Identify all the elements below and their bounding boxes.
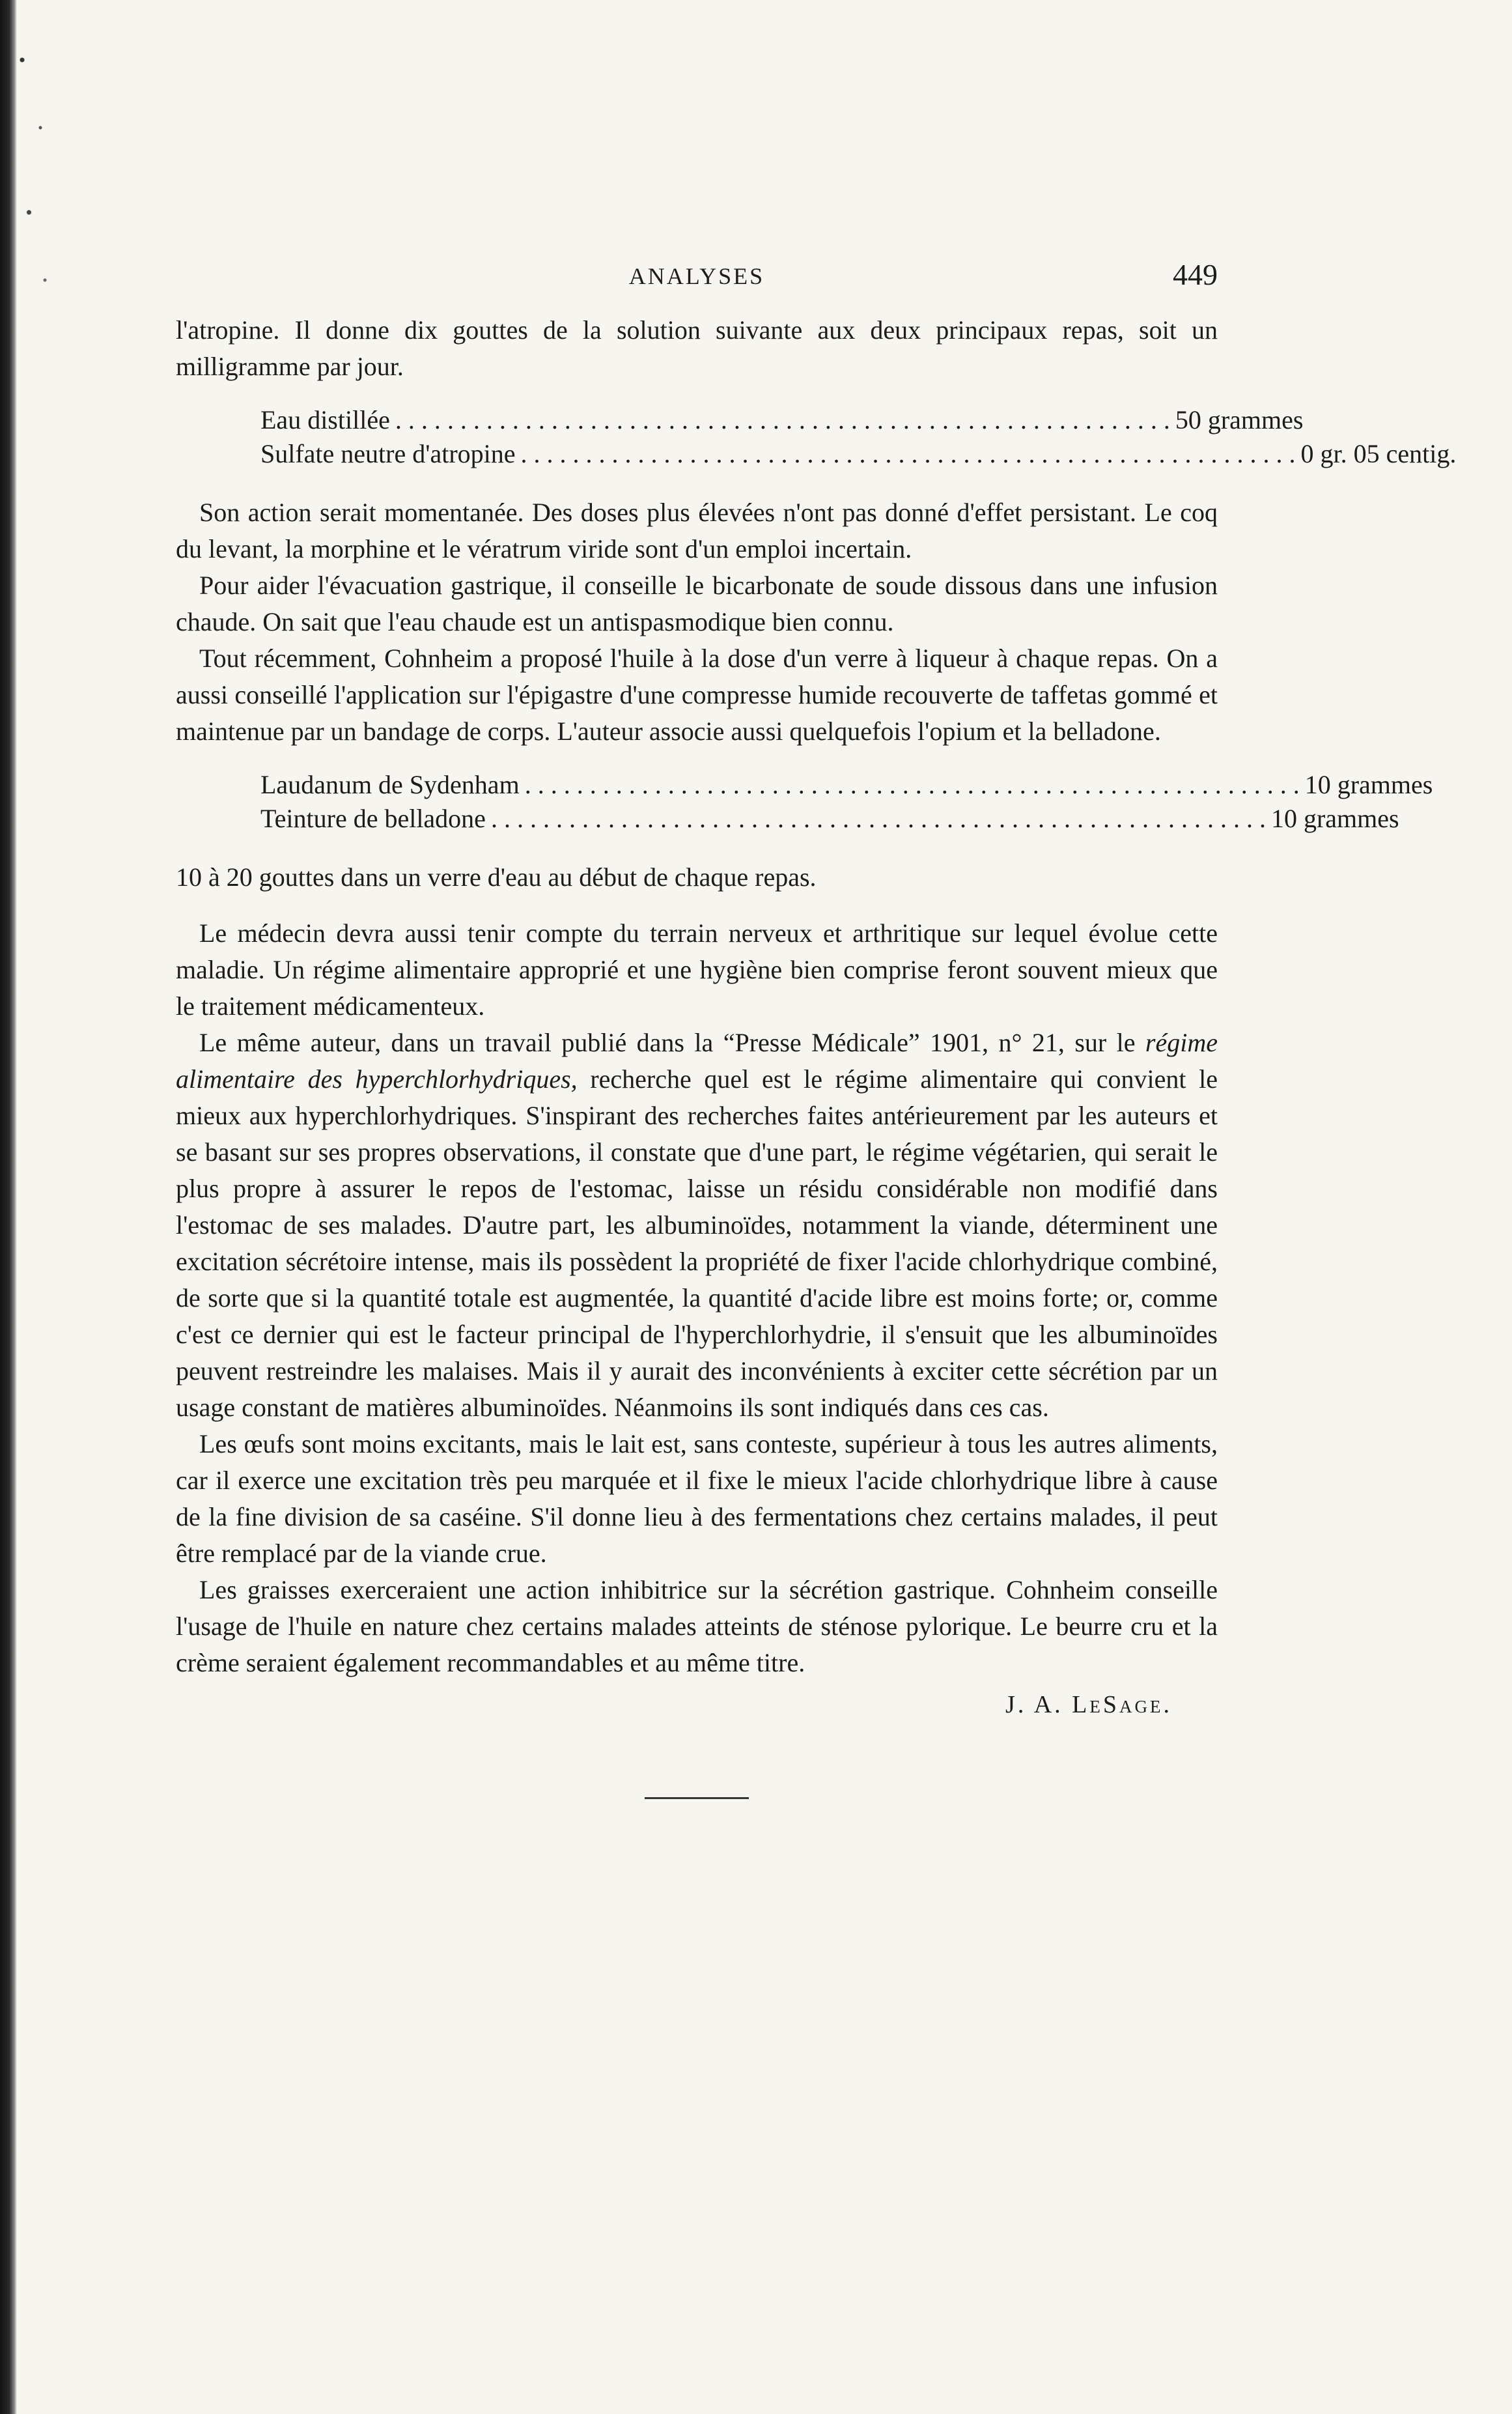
paragraph-6-after: recherche quel est le régime alimentaire qui convient le mieux aux hyperchlorhydriques. S'inspirant des recherches faites antérieurement par les auteurs et se basant sur ses propres observations, il constate que d'une part, le régime végétarien, qui serait le plus propre à assurer le repos de l'estomac, laisse un résidu considérable non modifié dans l'estomac de ses malades. D'autre part, les albuminoïdes, notamment la viande, déterminent une excitation sécrétoire intense, mais ils possèdent la propriété de fixer l'acide chlorhydrique combiné, de sorte que si la quantité totale est augmentée, la quantité d'acide libre est moins forte; or, comme c'est ce dernier qui est le facteur principal de l'hyperchlorhydrie, il s'ensuit que les albuminoïdes peuvent restreindre les malaises. Mais il y aurait des inconvénients à exciter cette sécrétion par un usage constant de matières albuminoïdes. Néanmoins ils sont indiqués dans ces cas. xyxy=(176,1064,1218,1422)
running-head: ANALYSES xyxy=(628,263,765,289)
leader-dots: . . . . . . . . . . . . . . . . . . . . . . . . . . . . . . . . . . . . . . . . . . . . . . . . . . . . . . . . . . . . xyxy=(524,770,1300,799)
paragraph-7: Les œufs sont moins excitants, mais le lait est, sans conteste, supérieur à tous les autres aliments, car il exerce une excitation très peu marquée et il fixe le mieux l'acide chlorhydrique libre à cause de la fine division de sa caséine. S'il donne lieu à des fermentations chez certains malades, il peut être remplacé par de la viande crue. xyxy=(176,1429,1218,1568)
formula-ingredient: Sulfate neutre d'atropine xyxy=(260,439,516,468)
formula-quantity: 0 gr. 05 centig. xyxy=(1300,439,1457,468)
formula-row xyxy=(260,768,1433,802)
formula-ingredient: Teinture de belladone xyxy=(260,804,486,833)
formula-laudanum xyxy=(260,768,1433,836)
formula-ingredient: Eau distillée xyxy=(260,405,390,434)
paragraph-6 xyxy=(176,1025,1218,1426)
formula-row xyxy=(260,403,1304,437)
paragraph-3: Pour aider l'évacuation gastrique, il conseille le bicarbonate de soude dissous dans une infusion chaude. On sait que l'eau chaude est un antispasmodique bien connu. xyxy=(176,571,1218,636)
author-surname: LeSage. xyxy=(1072,1691,1172,1718)
section-divider xyxy=(645,1797,749,1799)
formula-quantity: 10 grammes xyxy=(1270,804,1399,833)
formula-row xyxy=(260,802,1399,836)
page-number: 449 xyxy=(1173,258,1218,291)
binding-specks xyxy=(13,26,59,365)
formula-quantity: 10 grammes xyxy=(1304,770,1433,799)
paragraph-2: Son action serait momentanée. Des doses plus élevées n'ont pas donné d'effet persistant. Le coq du levant, la morphine et le vératrum viride sont d'un emploi incertain. xyxy=(176,498,1218,563)
author-signature xyxy=(176,1690,1218,1719)
dosage-instruction: 10 à 20 gouttes dans un verre d'eau au début de chaque repas. xyxy=(176,862,817,892)
paragraph-4: Tout récemment, Cohnheim a proposé l'huile à la dose d'un verre à liqueur à chaque repas. On a aussi conseillé l'application sur l'épigastre d'une compresse humide recouverte de taffetas gommé et maintenue par un bandage de corps. L'auteur associe aussi quelquefois l'opium et la belladone. xyxy=(176,644,1218,746)
page-content xyxy=(176,257,1457,1799)
formula-row xyxy=(260,437,1457,471)
author-initials: J. A. xyxy=(1005,1691,1072,1718)
formula-ingredient: Laudanum de Sydenham xyxy=(260,770,520,799)
formula-atropine xyxy=(260,403,1457,471)
page-header xyxy=(176,257,1218,303)
leader-dots: . . . . . . . . . . . . . . . . . . . . . . . . . . . . . . . . . . . . . . . . . . . . . . . . . . . . . . . . . . . . xyxy=(520,439,1296,468)
paragraph-1: l'atropine. Il donne dix gouttes de la solution suivante aux deux principaux repas, soit un milligramme par jour. xyxy=(176,315,1218,381)
cited-article-title: régime alimentaire des hyperchlorhydriques, xyxy=(176,1028,1218,1094)
leader-dots: . . . . . . . . . . . . . . . . . . . . . . . . . . . . . . . . . . . . . . . . . . . . . . . . . . . . . . . . . . . . xyxy=(490,804,1266,833)
leader-dots: . . . . . . . . . . . . . . . . . . . . . . . . . . . . . . . . . . . . . . . . . . . . . . . . . . . . . . . . . . . . xyxy=(395,405,1170,434)
paragraph-6-before: Le même auteur, dans un travail publié dans la “Presse Médicale” 1901, n° 21, sur le xyxy=(199,1028,1145,1057)
paragraph-8: Les graisses exerceraient une action inhibitrice sur la sécrétion gastrique. Cohnheim conseille l'usage de l'huile en nature chez certains malades atteints de sténose pylorique. Le beurre cru et la crème seraient également recommandables et au même titre. xyxy=(176,1575,1218,1677)
paragraph-5: Le médecin devra aussi tenir compte du terrain nerveux et arthritique sur lequel évolue cette maladie. Un régime alimentaire approprié et une hygiène bien comprise feront souvent mieux que le traitement médicamenteux. xyxy=(176,918,1218,1021)
formula-quantity: 50 grammes xyxy=(1175,405,1304,434)
